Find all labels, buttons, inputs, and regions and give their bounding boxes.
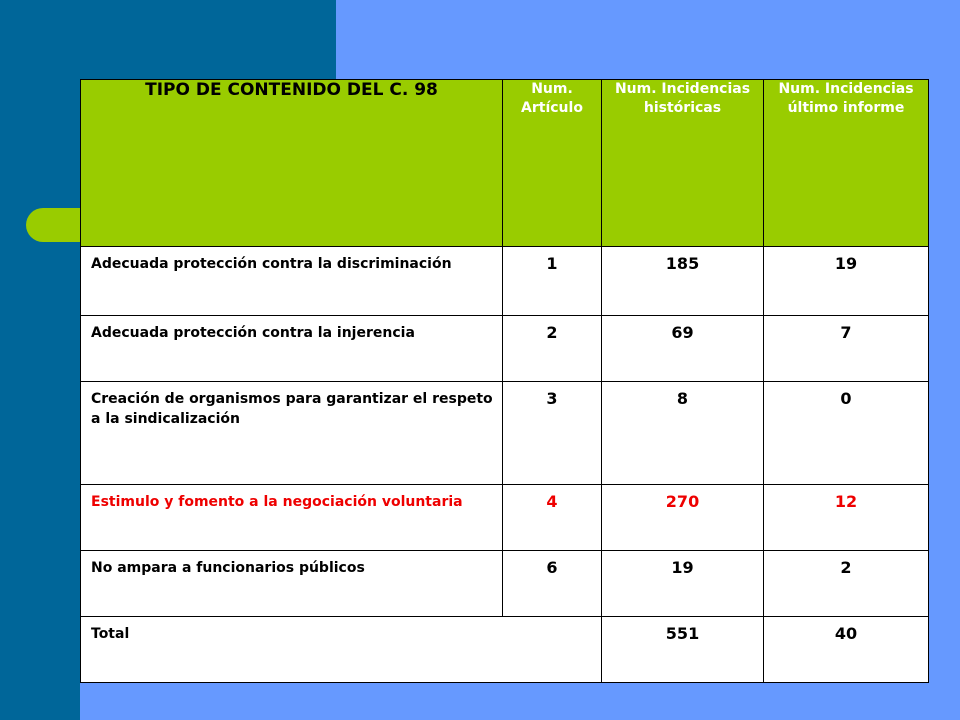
- row-label: Creación de organismos para garantizar el respeto a la sindicalización: [81, 382, 503, 485]
- total-label: Total: [81, 617, 602, 683]
- header-incidencias-ultimo: Num. Incidencias último informe: [764, 80, 929, 247]
- row-articulo: 3: [503, 382, 602, 485]
- total-historicas: 551: [602, 617, 764, 683]
- header-incidencias-historicas: Num. Incidencias históricas: [602, 80, 764, 247]
- header-num-articulo: Num. Artículo: [503, 80, 602, 247]
- row-ultimo: 2: [764, 551, 929, 617]
- row-label: Adecuada protección contra la injerencia: [81, 316, 503, 382]
- data-table: [80, 79, 929, 683]
- background-top-band: [80, 0, 336, 80]
- accent-tab-shape: [26, 208, 86, 242]
- table-row: [81, 382, 929, 485]
- table-row: [81, 316, 929, 382]
- row-articulo: 6: [503, 551, 602, 617]
- total-ultimo: 40: [764, 617, 929, 683]
- row-articulo: 4: [503, 485, 602, 551]
- row-historicas: 69: [602, 316, 764, 382]
- row-label: Estimulo y fomento a la negociación voluntaria: [81, 485, 503, 551]
- table-row: [81, 247, 929, 316]
- row-articulo: 2: [503, 316, 602, 382]
- row-historicas: 185: [602, 247, 764, 316]
- row-historicas: 19: [602, 551, 764, 617]
- header-row: [81, 80, 929, 247]
- table-row: [81, 551, 929, 617]
- background-left-band: [0, 0, 80, 720]
- row-historicas: 8: [602, 382, 764, 485]
- row-ultimo: 12: [764, 485, 929, 551]
- header-tipo-contenido: TIPO DE CONTENIDO DEL C. 98: [81, 80, 503, 247]
- row-ultimo: 7: [764, 316, 929, 382]
- total-row: [81, 617, 929, 683]
- row-articulo: 1: [503, 247, 602, 316]
- row-historicas: 270: [602, 485, 764, 551]
- row-ultimo: 19: [764, 247, 929, 316]
- row-label: No ampara a funcionarios públicos: [81, 551, 503, 617]
- table-row-highlighted: [81, 485, 929, 551]
- row-ultimo: 0: [764, 382, 929, 485]
- row-label: Adecuada protección contra la discriminación: [81, 247, 503, 316]
